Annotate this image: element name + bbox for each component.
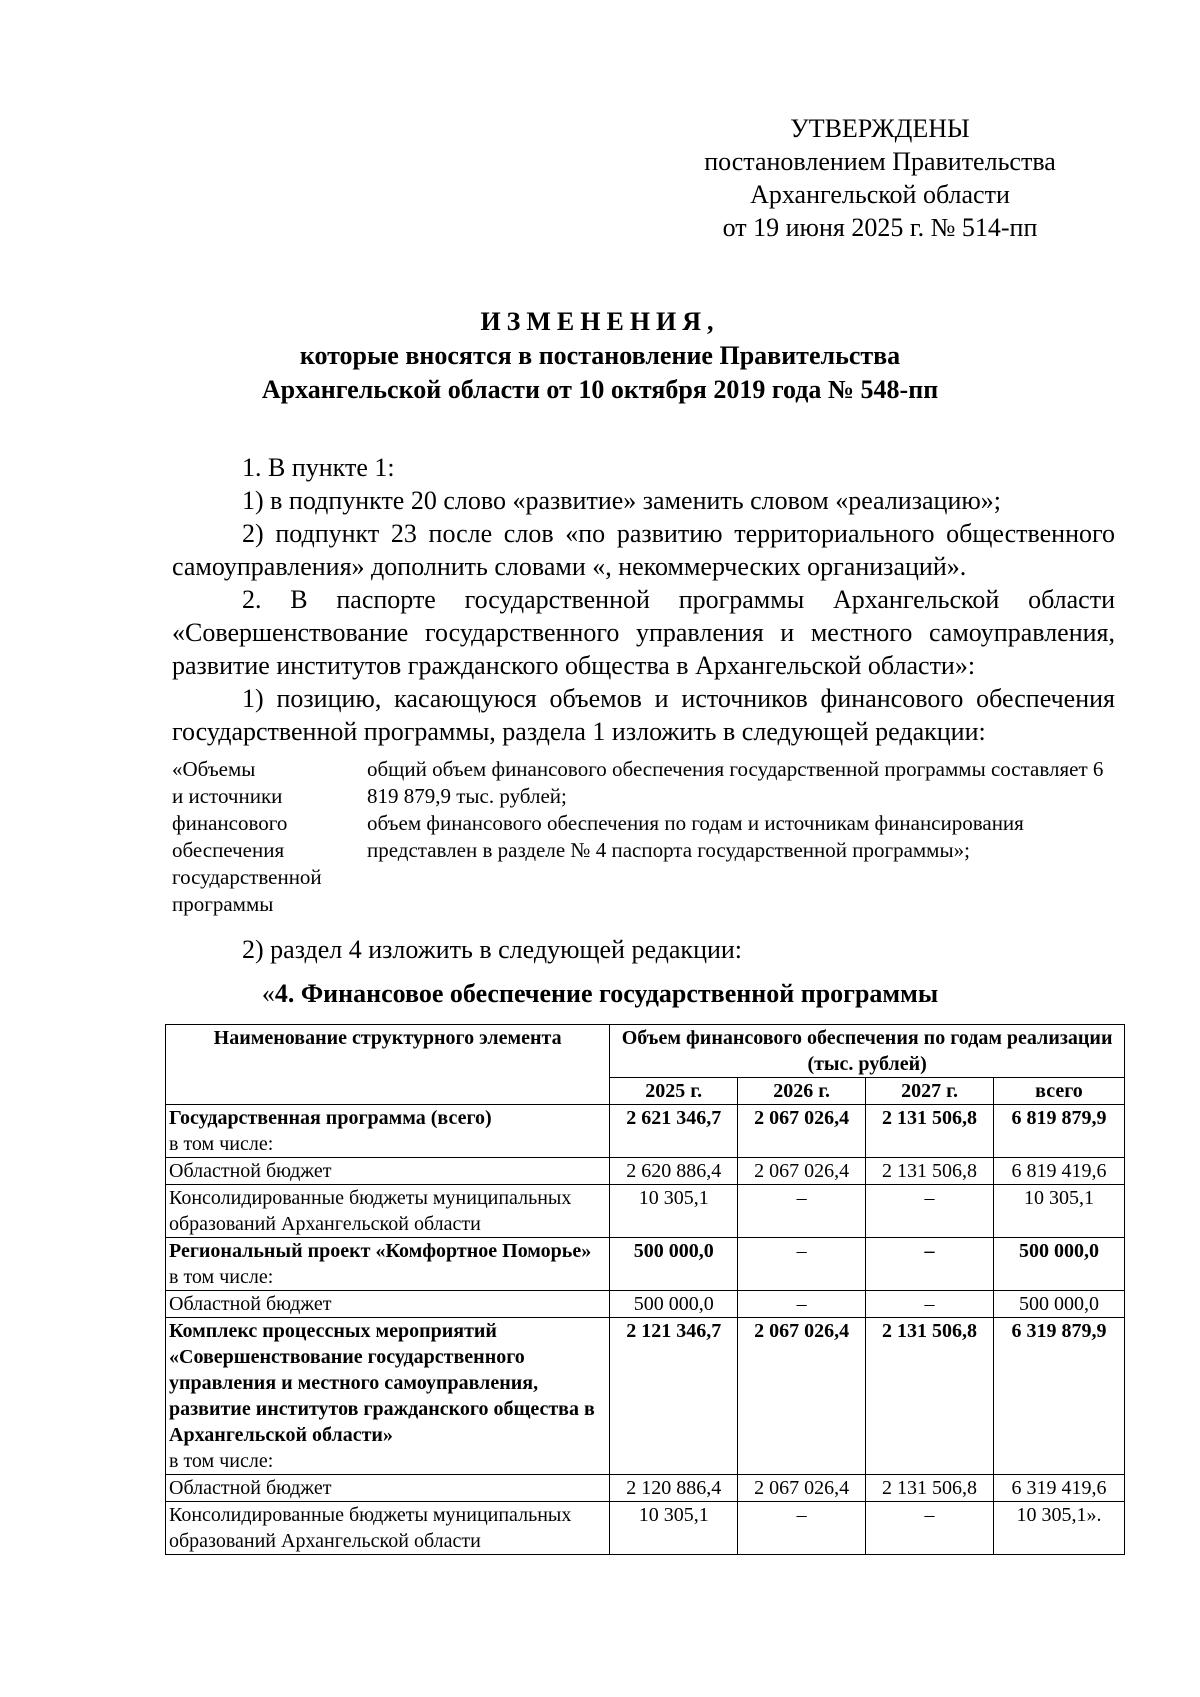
passport-label-line: и источники — [172, 784, 283, 808]
table-row — [166, 1105, 1125, 1158]
approval-title: УТВЕРЖДЕНЫ — [790, 114, 970, 143]
header-total: всего — [994, 1078, 1125, 1105]
cell-value: 2 067 026,4 — [738, 1318, 866, 1475]
heading-subtitle: которые вносятся в постановление Правительства — [299, 341, 901, 370]
row-name: Консолидированные бюджеты муниципальных образований Архангельской области — [166, 1185, 610, 1238]
cell-value: 6 319 419,6 — [994, 1475, 1125, 1502]
passport-value-text: объем финансового обеспечения по годам и источникам финансирования представлен в разделе № 4 паспорта государственной программы»; — [367, 811, 1024, 862]
cell-value: 2 131 506,8 — [866, 1158, 994, 1185]
cell-value: 6 319 879,9 — [994, 1318, 1125, 1475]
approval-date: от 19 июня 2025 г. № 514-пп — [722, 213, 1038, 242]
heading-subtitle: Архангельской области от 10 октября 2019 года № 548-пп — [261, 375, 939, 404]
cell-value: 2 620 886,4 — [610, 1158, 738, 1185]
cell-value: 10 305,1 — [610, 1502, 738, 1555]
passport-label-line: обеспечения — [172, 838, 285, 862]
body-text — [172, 451, 1115, 748]
cell-value: 2 131 506,8 — [866, 1318, 994, 1475]
header-year: 2025 г. — [610, 1078, 738, 1105]
header-volume: Объем финансового обеспечения по годам реализации (тыс. рублей) — [610, 1025, 1125, 1078]
paragraph: 1) в подпункте 20 слово «развитие» заменить словом «реализацию»; — [242, 486, 1002, 515]
cell-value: – — [866, 1185, 994, 1238]
table-title-text: 4. Финансовое обеспечение государственной программы — [274, 979, 939, 1008]
cell-value: – — [866, 1291, 994, 1318]
paragraph: 2. В паспорте государственной программы Архангельской области «Совершенствование государственного управления и местного самоуправления, развитие институтов гражданского общества в Архангельской области»: — [172, 585, 1115, 680]
passport-label-line: программы — [172, 892, 274, 916]
cell-value: 2 120 886,4 — [610, 1475, 738, 1502]
table-row — [166, 1475, 1125, 1502]
table-row — [166, 1318, 1125, 1475]
paragraph: 1) позицию, касающуюся объемов и источников финансового обеспечения государственной программы, раздела 1 изложить в следующей редакции: — [172, 684, 1115, 746]
cell-value: – — [866, 1238, 994, 1291]
passport-label-line: финансового — [172, 811, 288, 835]
table-row — [166, 1502, 1125, 1555]
cell-value: 10 305,1 — [994, 1185, 1125, 1238]
cell-value: 500 000,0 — [994, 1238, 1125, 1291]
row-sub-label: в том числе: — [169, 1133, 274, 1155]
opening-quote: « — [261, 979, 275, 1008]
row-name: Областной бюджет — [166, 1158, 610, 1185]
header-year: 2026 г. — [738, 1078, 866, 1105]
cell-value: – — [738, 1291, 866, 1318]
section-intro: 2) раздел 4 изложить в следующей редакции: — [242, 935, 743, 964]
passport-label-line: государственной — [172, 865, 322, 889]
cell-value: 10 305,1». — [994, 1502, 1125, 1555]
passport-value-text: общий объем финансового обеспечения государственной программы составляет 6 819 879,9 тыс. рублей; — [367, 757, 1104, 808]
cell-value: 2 131 506,8 — [866, 1475, 994, 1502]
cell-value: 500 000,0 — [610, 1291, 738, 1318]
paragraph: 1. В пункте 1: — [242, 453, 395, 482]
row-name: Областной бюджет — [166, 1291, 610, 1318]
row-title: Региональный проект «Комфортное Поморье» — [169, 1240, 592, 1262]
heading-title: ИЗМЕНЕНИЯ, — [480, 307, 720, 336]
paragraph: 2) подпункт 23 после слов «по развитию территориального общественного самоуправления» дополнить словами «, некоммерческих организаций». — [172, 519, 1115, 581]
row-title: Комплекс процессных мероприятий «Совершенствование государственного управления и местного самоуправления, развитие институтов гражданского общества в Архангельской области» — [169, 1320, 595, 1446]
row-name: Консолидированные бюджеты муниципальных образований Архангельской области — [166, 1502, 610, 1555]
row-sub-label: в том числе: — [169, 1266, 274, 1288]
row-name: Областной бюджет — [166, 1475, 610, 1502]
finance-table — [165, 1024, 1125, 1555]
header-name: Наименование структурного элемента — [166, 1025, 610, 1105]
cell-value: 500 000,0 — [610, 1238, 738, 1291]
header-year: 2027 г. — [866, 1078, 994, 1105]
table-row — [166, 1158, 1125, 1185]
cell-value: 2 067 026,4 — [738, 1475, 866, 1502]
cell-value: 2 067 026,4 — [738, 1158, 866, 1185]
cell-value: 500 000,0 — [994, 1291, 1125, 1318]
cell-value: 2 121 346,7 — [610, 1318, 738, 1475]
row-sub-label: в том числе: — [169, 1450, 274, 1472]
table-row — [166, 1238, 1125, 1291]
cell-value: 2 131 506,8 — [866, 1105, 994, 1158]
row-name — [166, 1238, 610, 1291]
cell-value: – — [866, 1502, 994, 1555]
cell-value: – — [738, 1238, 866, 1291]
table-row — [166, 1291, 1125, 1318]
cell-value: 6 819 879,9 — [994, 1105, 1125, 1158]
passport-label-line: «Объемы — [172, 757, 256, 781]
approval-block — [690, 112, 1070, 244]
passport-value — [367, 756, 1117, 864]
table-header-row — [166, 1025, 1125, 1078]
row-name — [166, 1318, 610, 1475]
table-title — [170, 977, 1030, 1010]
cell-value: – — [738, 1185, 866, 1238]
passport-label — [172, 756, 352, 918]
cell-value: – — [738, 1502, 866, 1555]
approval-line: Архангельской области — [750, 180, 1010, 209]
row-name — [166, 1105, 610, 1158]
document-heading — [170, 305, 1030, 407]
table-row — [166, 1185, 1125, 1238]
row-title: Государственная программа (всего) — [169, 1107, 492, 1129]
cell-value: 2 067 026,4 — [738, 1105, 866, 1158]
cell-value: 2 621 346,7 — [610, 1105, 738, 1158]
approval-line: постановлением Правительства — [704, 147, 1056, 176]
cell-value: 10 305,1 — [610, 1185, 738, 1238]
cell-value: 6 819 419,6 — [994, 1158, 1125, 1185]
